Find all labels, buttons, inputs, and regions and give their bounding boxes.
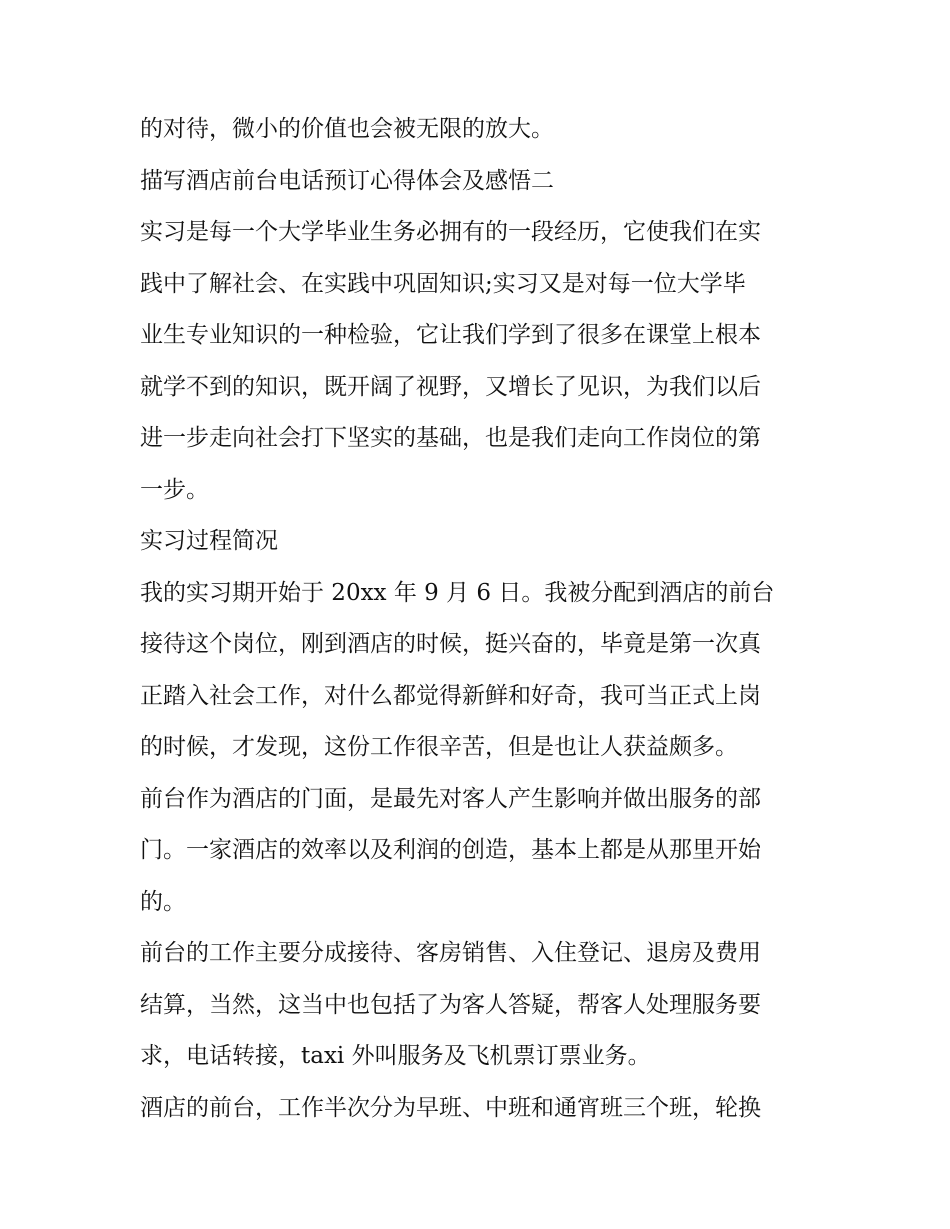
text-line-8: 一步。 <box>140 476 209 503</box>
subsection-heading: 实习过程简况 <box>140 528 278 554</box>
section-heading: 描写酒店前台电话预订心得体会及感悟二 <box>140 167 554 194</box>
text-line-5: 业生专业知识的一种检验，它让我们学到了很多在课堂上根本 <box>140 322 761 348</box>
text-line-18: 结算，当然，这当中也包括了为客人答疑，帮客人处理服务要 <box>140 991 761 1018</box>
text-line-12: 正踏入社会工作，对什么都觉得新鲜和好奇，我可当正式上岗 <box>140 682 761 709</box>
text-line-4: 践中了解社会、在实践中巩固知识;实习又是对每一位大学毕 <box>140 270 746 297</box>
text-line-3: 实习是每一个大学毕业生务必拥有的一段经历，它使我们在实 <box>140 219 761 245</box>
text-line-7: 进一步走向社会打下坚实的基础，也是我们走向工作岗位的第 <box>140 425 761 451</box>
text-line-15: 门。一家酒店的效率以及利润的创造，基本上都是从那里开始 <box>140 837 761 863</box>
text-line-11: 接待这个岗位，刚到酒店的时候，挺兴奋的，毕竟是第一次真 <box>140 631 761 657</box>
text-line-16: 的。 <box>140 888 186 915</box>
text-line-1: 的对待，微小的价值也会被无限的放大。 <box>140 116 554 142</box>
text-line-13: 的时候，才发现，这份工作很辛苦，但是也让人获益颇多。 <box>140 734 738 760</box>
text-line-17: 前台的工作主要分成接待、客房销售、入住登记、退房及费用 <box>140 940 761 966</box>
text-line-6: 就学不到的知识，既开阔了视野，又增长了见识，为我们以后 <box>140 373 761 400</box>
text-line-19: 求，电话转接，taxi 外叫服务及飞机票订票业务。 <box>140 1043 651 1069</box>
document-body <box>140 104 820 1134</box>
text-line-10: 我的实习期开始于 20xx 年 9 月 6 日。我被分配到酒店的前台 <box>140 579 775 606</box>
text-line-20: 酒店的前台，工作半次分为早班、中班和通宵班三个班，轮换 <box>140 1094 761 1121</box>
text-line-14: 前台作为酒店的门面，是最先对客人产生影响并做出服务的部 <box>140 785 761 812</box>
